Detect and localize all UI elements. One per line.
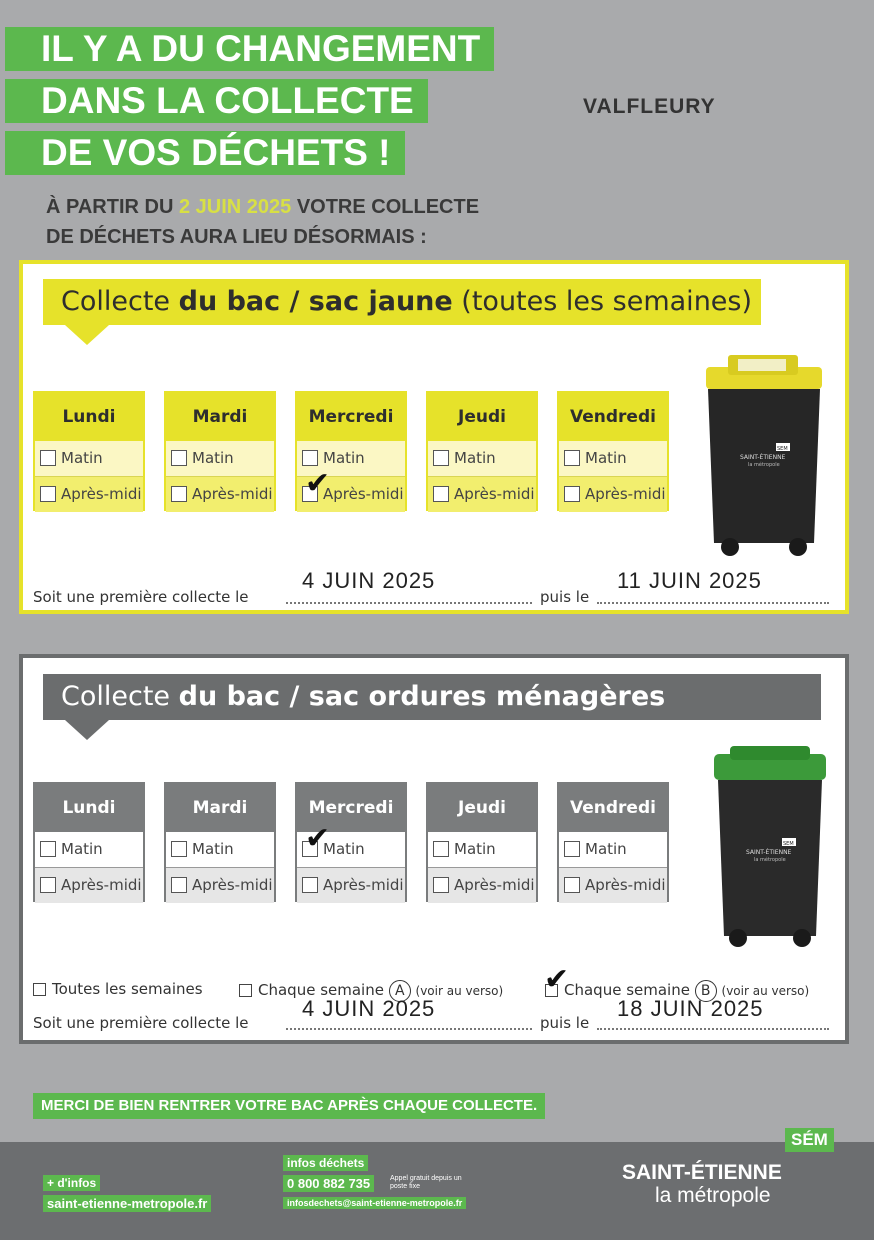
afternoon-label: Après-midi [323, 876, 404, 894]
household-first-date: 4 JUIN 2025 [302, 996, 436, 1021]
afternoon-option[interactable] [559, 476, 667, 512]
green-bin-brand: SAINT-ÉTIENNE [746, 849, 792, 856]
afternoon-checkbox[interactable] [40, 486, 56, 502]
yellow-then-label: puis le [540, 588, 590, 606]
morning-option[interactable] [35, 832, 143, 867]
morning-checkbox[interactable] [433, 450, 449, 466]
checkmark-icon: ✔ [305, 466, 331, 501]
frequency-week-a-checkbox[interactable] [239, 984, 252, 997]
green-bin-illustration [710, 742, 830, 948]
afternoon-label: Après-midi [61, 876, 142, 894]
email-link[interactable]: infosdechets@saint-etienne-metropole.fr [283, 1197, 466, 1209]
day-vendredi [557, 782, 669, 902]
checkmark-icon: ✔ [305, 821, 331, 856]
yellow-bin-wheel-right [789, 538, 807, 556]
yellow-bin-illustration [700, 345, 830, 557]
morning-checkbox[interactable] [302, 450, 318, 466]
morning-option[interactable] [297, 821, 405, 867]
day-label: Jeudi [428, 784, 536, 832]
reminder-banner: MERCI DE BIEN RENTRER VOTRE BAC APRÈS CHAQUE COLLECTE. [33, 1093, 545, 1119]
afternoon-checkbox[interactable] [564, 486, 580, 502]
yellow-banner: Collecte du bac / sac jaune (toutes les semaines) [43, 279, 761, 325]
afternoon-checkbox[interactable] [40, 877, 56, 893]
household-then-date: 18 JUIN 2025 [617, 996, 764, 1021]
day-label: Lundi [35, 784, 143, 832]
afternoon-option[interactable] [297, 867, 405, 903]
phone-note: Appel gratuit depuis un poste fixe [390, 1175, 462, 1190]
green-bin-lid-top [730, 746, 810, 760]
day-label: Jeudi [428, 393, 536, 441]
headline-line-2: DANS LA COLLECTE [5, 79, 428, 123]
day-vendredi [557, 391, 669, 511]
morning-checkbox[interactable] [564, 841, 580, 857]
morning-label: Matin [585, 449, 627, 467]
yellow-bin-tag-text: SEM [777, 446, 788, 452]
week-b-letter: B [695, 980, 717, 1002]
afternoon-option[interactable] [428, 476, 536, 512]
more-info-label: + d'infos [43, 1175, 100, 1191]
morning-checkbox[interactable] [302, 821, 331, 857]
afternoon-option[interactable] [35, 867, 143, 903]
afternoon-option[interactable] [297, 466, 405, 512]
day-mardi [164, 782, 276, 902]
morning-label: Matin [192, 840, 234, 858]
day-lundi [33, 391, 145, 511]
frequency-week-b[interactable]: ✔ Chaque semaine B (voir au verso) [545, 980, 809, 1002]
household-then-label: puis le [540, 1014, 590, 1032]
afternoon-option[interactable] [35, 476, 143, 512]
morning-checkbox[interactable] [433, 841, 449, 857]
day-label: Mardi [166, 784, 274, 832]
afternoon-option[interactable] [559, 867, 667, 903]
afternoon-label: Après-midi [192, 876, 273, 894]
yellow-bin-subbrand: la métropole [748, 462, 780, 468]
yellow-bin-wheel-left [721, 538, 739, 556]
morning-option[interactable] [166, 832, 274, 867]
locality-name: VALFLEURY [583, 95, 716, 118]
morning-label: Matin [61, 840, 103, 858]
day-lundi [33, 782, 145, 902]
yellow-first-date: 4 JUIN 2025 [302, 568, 436, 593]
headline-line-3: DE VOS DÉCHETS ! [5, 131, 405, 175]
morning-option[interactable] [559, 441, 667, 476]
afternoon-checkbox[interactable] [171, 877, 187, 893]
headline-line-1: IL Y A DU CHANGEMENT [5, 27, 494, 71]
green-bin-tag-text: SEM [783, 841, 794, 847]
afternoon-label: Après-midi [585, 485, 666, 503]
frequency-every-week[interactable]: Toutes les semaines [33, 980, 203, 998]
logo-line-2: la métropole [655, 1184, 771, 1207]
afternoon-checkbox[interactable] [564, 877, 580, 893]
phone-number[interactable]: 0 800 882 735 [283, 1175, 374, 1192]
afternoon-checkbox[interactable] [433, 486, 449, 502]
day-mardi [164, 391, 276, 511]
waste-info-label: infos déchets [283, 1155, 368, 1171]
day-mercredi [295, 391, 407, 511]
day-label: Lundi [35, 393, 143, 441]
day-label: Mercredi [297, 393, 405, 441]
frequency-week-b-checkbox[interactable] [544, 962, 570, 997]
afternoon-option[interactable] [166, 867, 274, 903]
afternoon-checkbox[interactable] [433, 877, 449, 893]
morning-checkbox[interactable] [564, 450, 580, 466]
day-mercredi [295, 782, 407, 902]
website-link[interactable]: saint-etienne-metropole.fr [43, 1195, 211, 1212]
morning-label: Matin [585, 840, 627, 858]
morning-option[interactable] [166, 441, 274, 476]
morning-option[interactable] [559, 832, 667, 867]
day-label: Vendredi [559, 784, 667, 832]
green-bin-wheel-left [729, 929, 747, 947]
afternoon-label: Après-midi [323, 485, 404, 503]
afternoon-label: Après-midi [454, 485, 535, 503]
sem-logo-tag: SÉM [785, 1128, 834, 1152]
green-bin-subbrand: la métropole [754, 857, 786, 863]
morning-label: Matin [454, 449, 496, 467]
afternoon-label: Après-midi [192, 485, 273, 503]
afternoon-checkbox[interactable] [171, 486, 187, 502]
morning-label: Matin [323, 449, 365, 467]
day-label: Mardi [166, 393, 274, 441]
afternoon-option[interactable] [428, 867, 536, 903]
yellow-bin-sticker [738, 359, 786, 371]
week-a-letter: A [389, 980, 411, 1002]
frequency-week-a[interactable]: Chaque semaine A (voir au verso) [239, 980, 503, 1002]
green-bin-wheel-right [793, 929, 811, 947]
morning-checkbox[interactable] [40, 841, 56, 857]
frequency-week-b-checkmark: ✔ [544, 962, 570, 997]
morning-label: Matin [192, 449, 234, 467]
yellow-then-date: 11 JUIN 2025 [617, 568, 762, 593]
yellow-banner-pointer [65, 325, 109, 345]
afternoon-label: Après-midi [454, 876, 535, 894]
day-jeudi [426, 782, 538, 902]
subhead-line-1: À PARTIR DU 2 JUIN 2025 VOTRE COLLECTE [46, 196, 480, 218]
yellow-first-collection-label: Soit une première collecte le [33, 588, 249, 606]
frequency-every-week-checkbox[interactable] [33, 983, 46, 996]
yellow-bin-brand: SAINT-ÉTIENNE [740, 454, 786, 461]
day-jeudi [426, 391, 538, 511]
logo-line-1: SAINT-ÉTIENNE [622, 1161, 782, 1184]
afternoon-checkbox[interactable] [302, 466, 331, 502]
afternoon-option[interactable] [166, 476, 274, 512]
morning-checkbox[interactable] [171, 450, 187, 466]
day-label: Mercredi [297, 784, 405, 832]
afternoon-label: Après-midi [585, 876, 666, 894]
day-label: Vendredi [559, 393, 667, 441]
morning-label: Matin [323, 840, 365, 858]
morning-label: Matin [454, 840, 496, 858]
morning-option[interactable] [428, 832, 536, 867]
morning-checkbox[interactable] [40, 450, 56, 466]
household-waste-banner-pointer [65, 720, 109, 740]
start-date: 2 JUIN 2025 [178, 196, 292, 218]
subhead-line-2: DE DÉCHETS AURA LIEU DÉSORMAIS : [46, 226, 427, 248]
morning-option[interactable] [35, 441, 143, 476]
morning-checkbox[interactable] [171, 841, 187, 857]
afternoon-label: Après-midi [61, 485, 142, 503]
household-first-collection-label: Soit une première collecte le [33, 1014, 249, 1032]
household-waste-banner: Collecte du bac / sac ordures ménagères [43, 674, 821, 720]
morning-option[interactable] [428, 441, 536, 476]
morning-label: Matin [61, 449, 103, 467]
afternoon-checkbox[interactable] [302, 877, 318, 893]
